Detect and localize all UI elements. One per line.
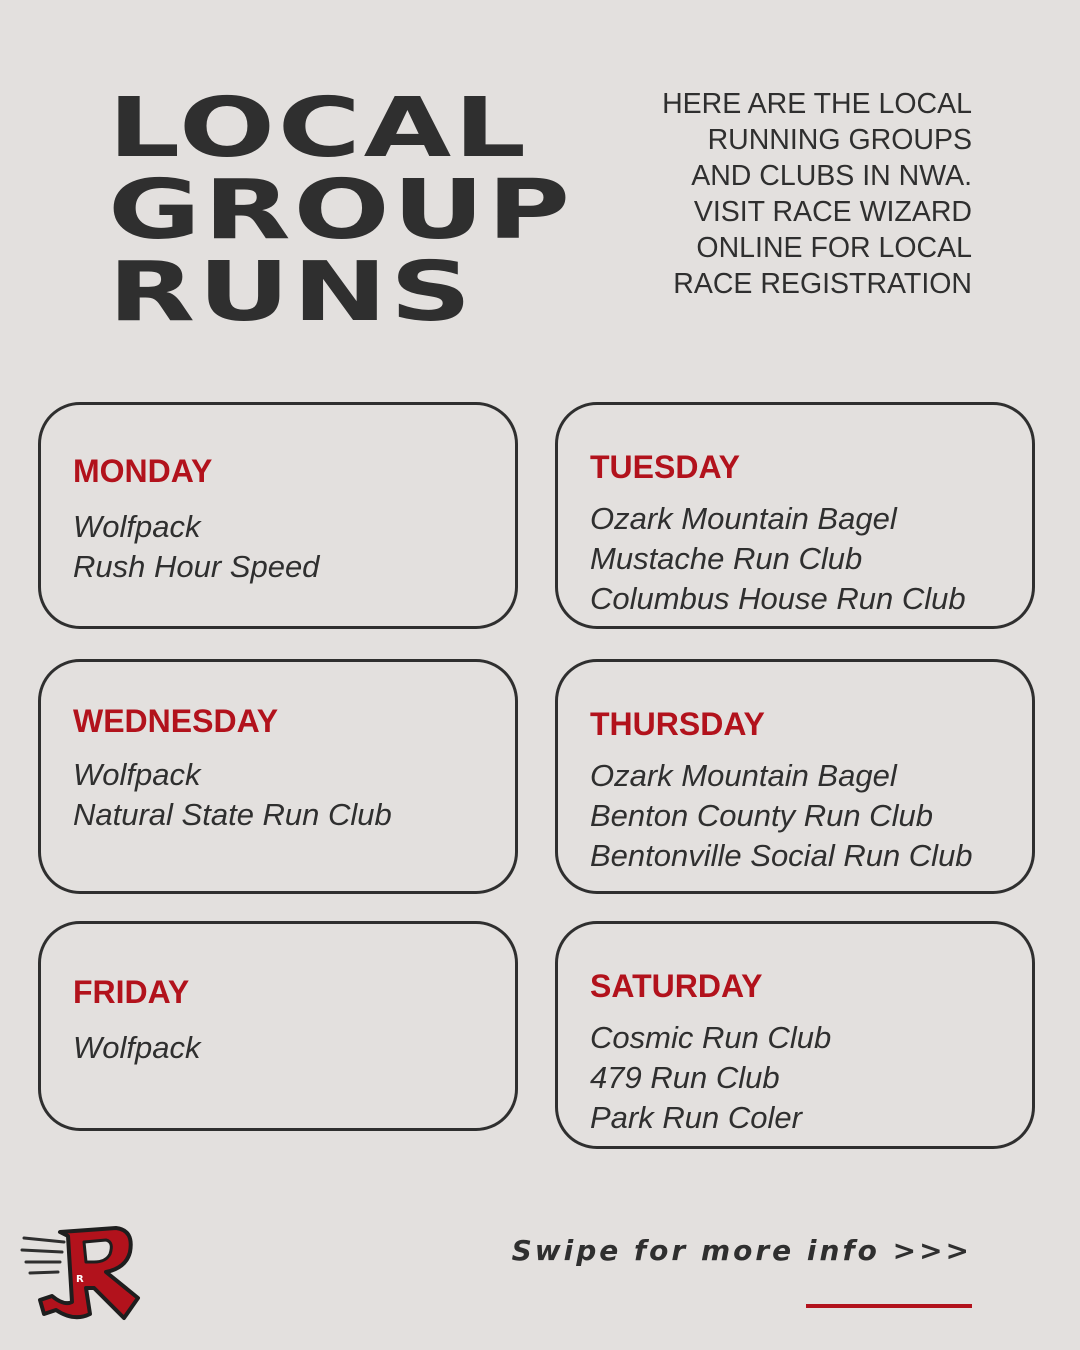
day-heading: MONDAY bbox=[73, 453, 213, 489]
schedule-card-tuesday bbox=[555, 402, 1035, 629]
day-heading: THURSDAY bbox=[590, 706, 765, 742]
day-heading: SATURDAY bbox=[590, 968, 763, 1004]
swipe-prompt: Swipe for more info >>> bbox=[511, 1234, 972, 1267]
run-list bbox=[73, 507, 487, 587]
title-line-1: LOCAL bbox=[108, 81, 529, 176]
title-line-2: GROUP bbox=[108, 163, 573, 258]
page-title bbox=[108, 81, 573, 340]
run-list bbox=[590, 499, 1004, 619]
day-heading: FRIDAY bbox=[73, 974, 190, 1010]
run-item: Cosmic Run Club bbox=[590, 1020, 832, 1055]
logo-letter: R bbox=[76, 1274, 84, 1285]
intro-text: HERE ARE THE LOCAL RUNNING GROUPS AND CLUBS IN NWA. VISIT RACE WIZARD ONLINE FOR LOCAL RACE REGISTRATION bbox=[662, 88, 972, 300]
schedule-card-thursday bbox=[555, 659, 1035, 894]
run-list bbox=[590, 756, 1004, 876]
schedule-card-wednesday bbox=[38, 659, 518, 894]
run-item: Rush Hour Speed bbox=[73, 549, 320, 584]
schedule-card-friday bbox=[38, 921, 518, 1131]
run-item: Mustache Run Club bbox=[590, 541, 863, 576]
day-heading: TUESDAY bbox=[590, 449, 740, 485]
day-heading: WEDNESDAY bbox=[73, 703, 279, 739]
run-list bbox=[73, 755, 487, 835]
run-item: Columbus House Run Club bbox=[590, 581, 966, 616]
accent-underline bbox=[806, 1304, 972, 1308]
run-item: Bentonville Social Run Club bbox=[590, 838, 973, 873]
schedule-card-saturday bbox=[555, 921, 1035, 1149]
run-list bbox=[590, 1018, 1004, 1138]
run-item: Park Run Coler bbox=[590, 1100, 802, 1135]
run-item: Wolfpack bbox=[73, 509, 201, 544]
run-item: Ozark Mountain Bagel bbox=[590, 501, 897, 536]
schedule-card-monday bbox=[38, 402, 518, 629]
title-line-3: RUNS bbox=[108, 245, 475, 340]
run-item: 479 Run Club bbox=[590, 1060, 780, 1095]
run-item: Wolfpack bbox=[73, 757, 201, 792]
run-item: Ozark Mountain Bagel bbox=[590, 758, 897, 793]
run-item: Natural State Run Club bbox=[73, 797, 392, 832]
run-list bbox=[73, 1028, 487, 1068]
run-item: Benton County Run Club bbox=[590, 798, 933, 833]
club-logo bbox=[20, 1222, 144, 1324]
run-item: Wolfpack bbox=[73, 1030, 201, 1065]
